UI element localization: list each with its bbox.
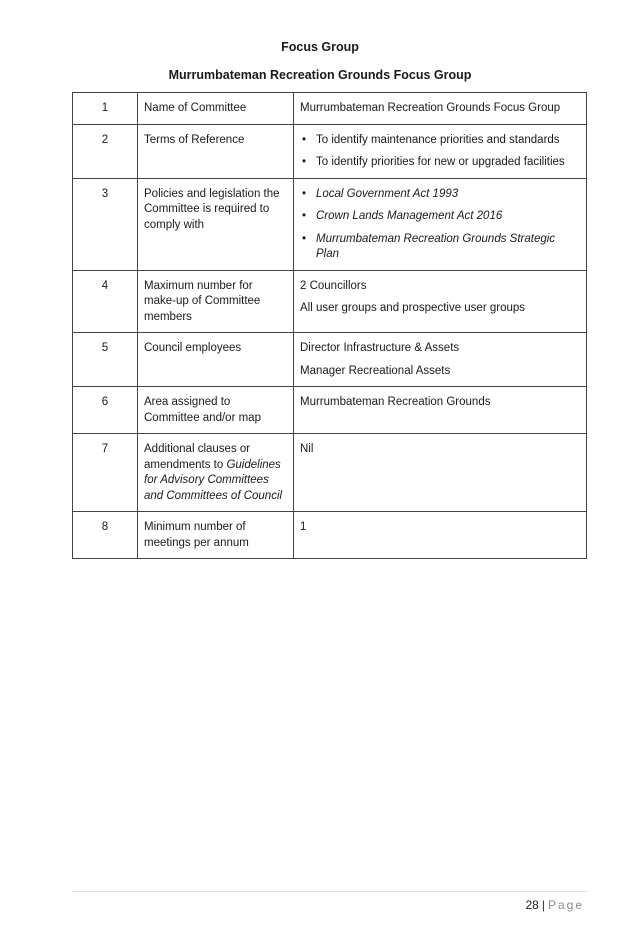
table-row bbox=[73, 333, 587, 387]
field-label bbox=[138, 434, 294, 512]
row-number: 6 bbox=[73, 387, 138, 434]
field-value bbox=[294, 124, 587, 178]
field-value bbox=[294, 333, 587, 387]
footer-divider bbox=[72, 891, 587, 892]
value-line: 2 Councillors bbox=[300, 279, 367, 292]
table-row bbox=[73, 178, 587, 270]
value-line: Murrumbateman Recreation Grounds Focus Group bbox=[300, 102, 561, 114]
table-row bbox=[73, 93, 587, 125]
value-line: All user groups and prospective user groups bbox=[300, 302, 526, 314]
page-heading: Focus Group bbox=[281, 40, 359, 54]
value-line: Director Infrastructure & Assets bbox=[300, 342, 460, 354]
field-value bbox=[294, 434, 587, 512]
field-label: Minimum number of meetings per annum bbox=[138, 512, 294, 559]
footer-separator: | bbox=[541, 898, 545, 912]
field-value bbox=[294, 178, 587, 270]
committee-details-table bbox=[72, 92, 587, 559]
bullet-item: • Crown Lands Management Act 2016 bbox=[300, 209, 580, 225]
value-line: Manager Recreational Assets bbox=[300, 364, 451, 377]
row-number: 3 bbox=[73, 178, 138, 270]
page-number: 28 bbox=[525, 898, 539, 912]
row-number: 5 bbox=[73, 333, 138, 387]
field-label: Area assigned to Committee and/or map bbox=[138, 387, 294, 434]
table-title: Murrumbateman Recreation Grounds Focus Group bbox=[168, 68, 472, 82]
table-row bbox=[73, 270, 587, 333]
bullet-item: • Murrumbateman Recreation Grounds Strategic Plan bbox=[300, 232, 580, 263]
value-line: Nil bbox=[300, 443, 314, 455]
page-footer bbox=[525, 898, 584, 912]
field-value bbox=[294, 387, 587, 434]
bullet-list bbox=[300, 187, 580, 263]
row-number: 1 bbox=[73, 93, 138, 125]
row-number: 4 bbox=[73, 270, 138, 333]
row-number: 2 bbox=[73, 124, 138, 178]
row-number: 8 bbox=[73, 512, 138, 559]
guidelines-title: Guidelines for Advisory Committees and Committees of Council bbox=[144, 458, 283, 502]
field-value bbox=[294, 512, 587, 559]
table-row bbox=[73, 512, 587, 559]
bullet-list bbox=[300, 133, 580, 171]
bullet-item: • Local Government Act 1993 bbox=[300, 187, 580, 203]
table-row bbox=[73, 434, 587, 512]
row-number: 7 bbox=[73, 434, 138, 512]
value-line: Murrumbateman Recreation Grounds bbox=[300, 396, 491, 408]
field-label: Name of Committee bbox=[138, 93, 294, 125]
field-label: Council employees bbox=[138, 333, 294, 387]
bullet-item: • To identify priorities for new or upgraded facilities bbox=[300, 155, 580, 171]
table-row bbox=[73, 124, 587, 178]
bullet-item: • To identify maintenance priorities and standards bbox=[300, 133, 580, 149]
field-label: Policies and legislation the Committee is required to comply with bbox=[138, 178, 294, 270]
field-label-text: Additional clauses or amendments to bbox=[144, 443, 251, 471]
field-value bbox=[294, 270, 587, 333]
field-label: Maximum number for make-up of Committee members bbox=[138, 270, 294, 333]
field-value bbox=[294, 93, 587, 125]
field-label: Terms of Reference bbox=[138, 124, 294, 178]
page-label: Page bbox=[547, 898, 584, 912]
value-line: 1 bbox=[300, 521, 307, 533]
table-row bbox=[73, 387, 587, 434]
